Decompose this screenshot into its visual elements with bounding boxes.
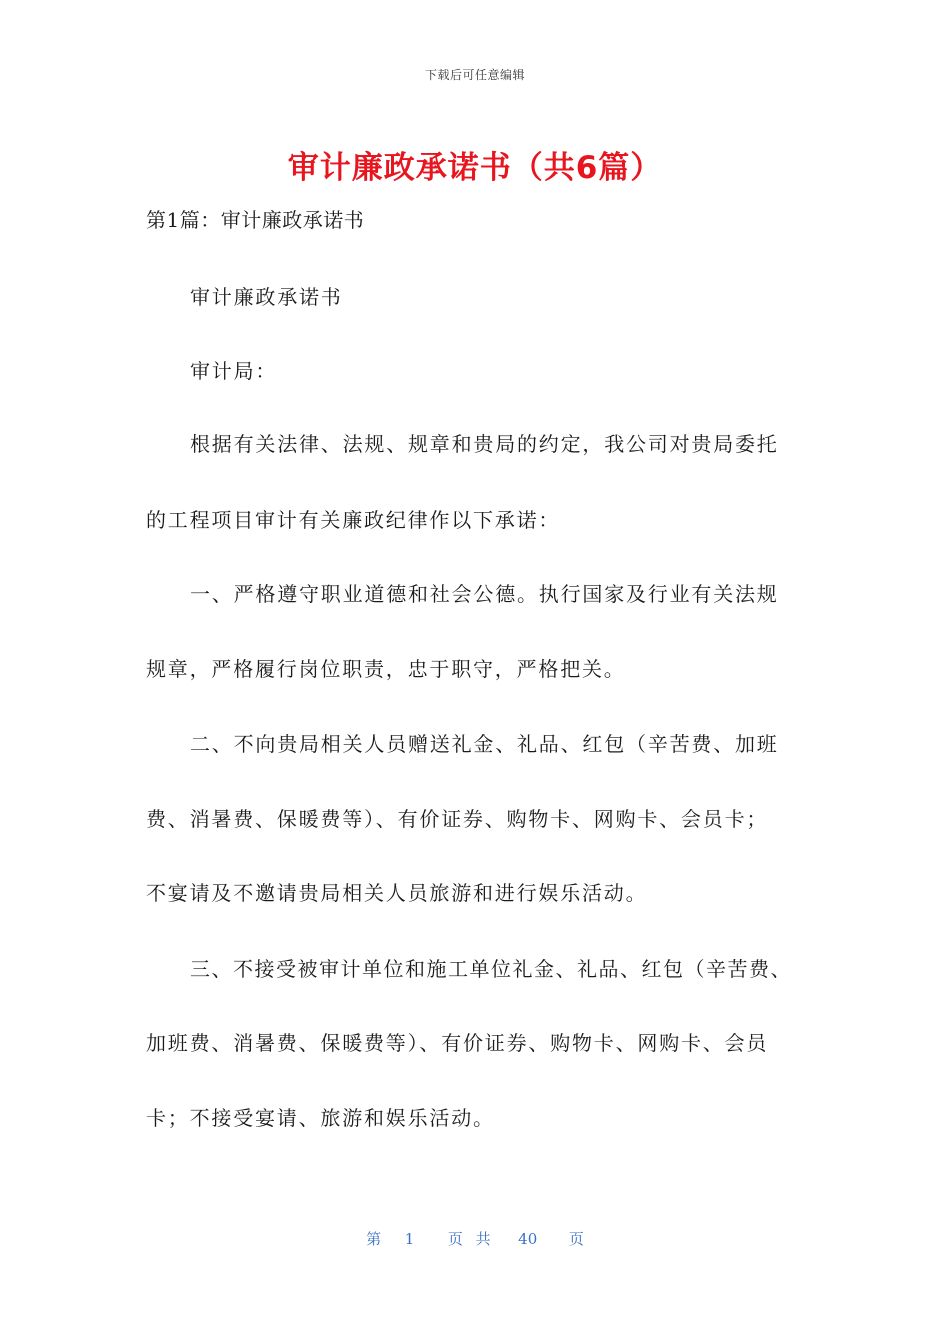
page-footer [0,1228,950,1249]
footer-page-prefix: 第 [366,1230,382,1248]
paragraph-line: 不宴请及不邀请贵局相关人员旅游和进行娱乐活动。 [146,881,648,905]
footer-total-pages: 40 [518,1230,538,1248]
paragraph-line: 一、严格遵守职业道德和社会公德。执行国家及行业有关法规 [190,582,779,606]
paragraph-line: 审计局： [190,359,278,383]
paragraph-line: 的工程项目审计有关廉政纪律作以下承诺： [146,508,561,532]
document-title: 审计廉政承诺书（共6篇） [287,150,663,186]
paragraph-line: 根据有关法律、法规、规章和贵局的约定，我公司对贵局委托 [190,432,779,456]
footer-page-suffix: 页 [568,1230,584,1248]
header-note: 下载后可任意编辑 [424,68,525,82]
footer-current-page: 1 [404,1230,415,1248]
paragraph-line: 规章，严格履行岗位职责，忠于职守，严格把关。 [146,657,626,681]
paragraph-line: 二、不向贵局相关人员赠送礼金、礼品、红包（辛苦费、加班 [190,732,779,756]
paragraph-line: 审计廉政承诺书 [190,285,343,309]
paragraph-line: 三、不接受被审计单位和施工单位礼金、礼品、红包（辛苦费、 [190,957,792,981]
paragraph-line: 费、消暑费、保暖费等）、有价证券、购物卡、网购卡、会员卡； [146,807,769,831]
paragraph-line: 卡；不接受宴请、旅游和娱乐活动。 [146,1106,495,1130]
chapter-heading: 第1篇：审计廉政承诺书 [146,208,365,232]
paragraph-line: 加班费、消暑费、保暖费等）、有价证券、购物卡、网购卡、会员 [146,1031,769,1055]
footer-page-mid: 页 共 [447,1230,495,1248]
